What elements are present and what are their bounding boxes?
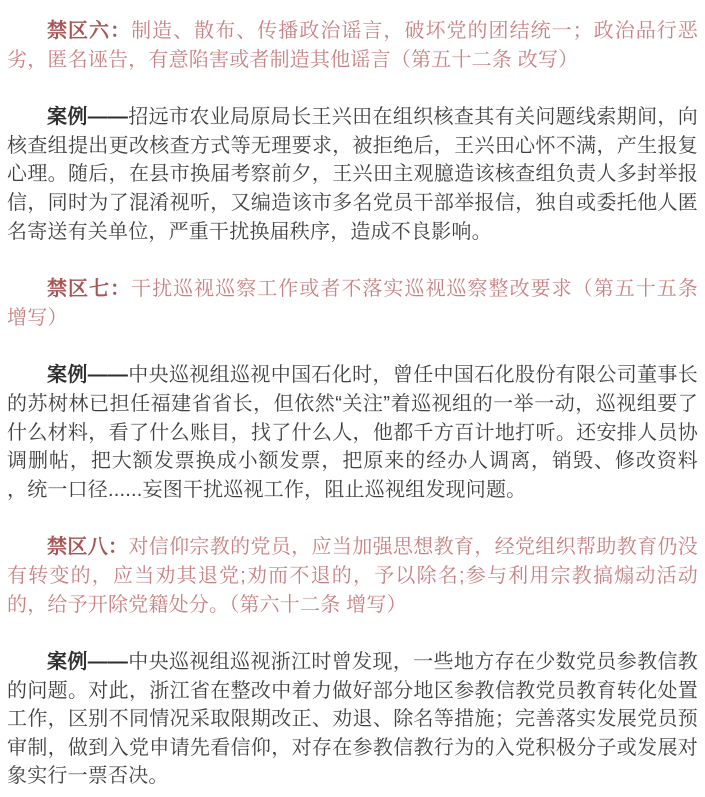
case-two-label: 案例—— <box>47 364 129 387</box>
case-one-paragraph <box>7 103 698 246</box>
rule-eight-paragraph <box>7 533 698 619</box>
case-three-paragraph <box>7 648 698 791</box>
article-body <box>7 17 698 791</box>
case-three-text: 中央巡视组巡视浙江时曾发现，一些地方存在少数党员参教信教的问题。对此，浙江省在整改中着力做好部分地区参教信教党员教育转化处置工作，区别不同情况采取限期改正、劝退、除名等措施；完善落实发展党员预审制，做到入党申请先看信仰，对存在参教信教行为的入党积极分子或发展对象实行一票否决。 <box>7 651 698 788</box>
rule-eight-label: 禁区八： <box>47 536 129 559</box>
case-one-label: 案例—— <box>47 106 129 129</box>
case-three-label: 案例—— <box>47 651 129 674</box>
rule-eight-text: 对信仰宗教的党员，应当加强思想教育，经党组织帮助教育仍没有转变的，应当劝其退党;劝而不退的，予以除名;参与利用宗教搞煽动活动的，给予开除党籍处分。（第六十二条 增写） <box>7 536 698 616</box>
case-two-paragraph <box>7 361 698 504</box>
case-one-text: 招远市农业局原局长王兴田在组织核查其有关问题线索期间，向核查组提出更改核查方式等无理要求，被拒绝后，王兴田心怀不满，产生报复心理。随后，在县市换届考察前夕，王兴田主观臆造该核查组负责人多封举报信，同时为了混淆视听，又编造该市多名党员干部举报信，独自或委托他人匿名寄送有关单位，严重干扰换届秩序，造成不良影响。 <box>7 106 698 243</box>
rule-six-paragraph <box>7 17 698 74</box>
rule-seven-paragraph <box>7 275 698 332</box>
rule-seven-label: 禁区七： <box>47 278 132 301</box>
rule-six-label: 禁区六： <box>47 20 132 42</box>
rule-six-text: 制造、散布、传播政治谣言，破坏党的团结统一；政治品行恶劣，匿名诬告，有意陷害或者制造其他谣言（第五十二条 改写） <box>7 20 698 71</box>
rule-seven-text: 干扰巡视巡察工作或者不落实巡视巡察整改要求（第五十五条 增写） <box>7 278 698 329</box>
case-two-text: 中央巡视组巡视中国石化时，曾任中国石化股份有限公司董事长的苏树林已担任福建省省长，但依然“关注”着巡视组的一举一动，巡视组要了什么材料，看了什么账目，找了什么人，他都千方百计地打听。还安排人员协调删帖，把大额发票换成小额发票，把原来的经办人调离，销毁、修改资料 ，统一口径......妄图干扰巡视工作，阻止巡视组发现问题。 <box>7 364 698 501</box>
